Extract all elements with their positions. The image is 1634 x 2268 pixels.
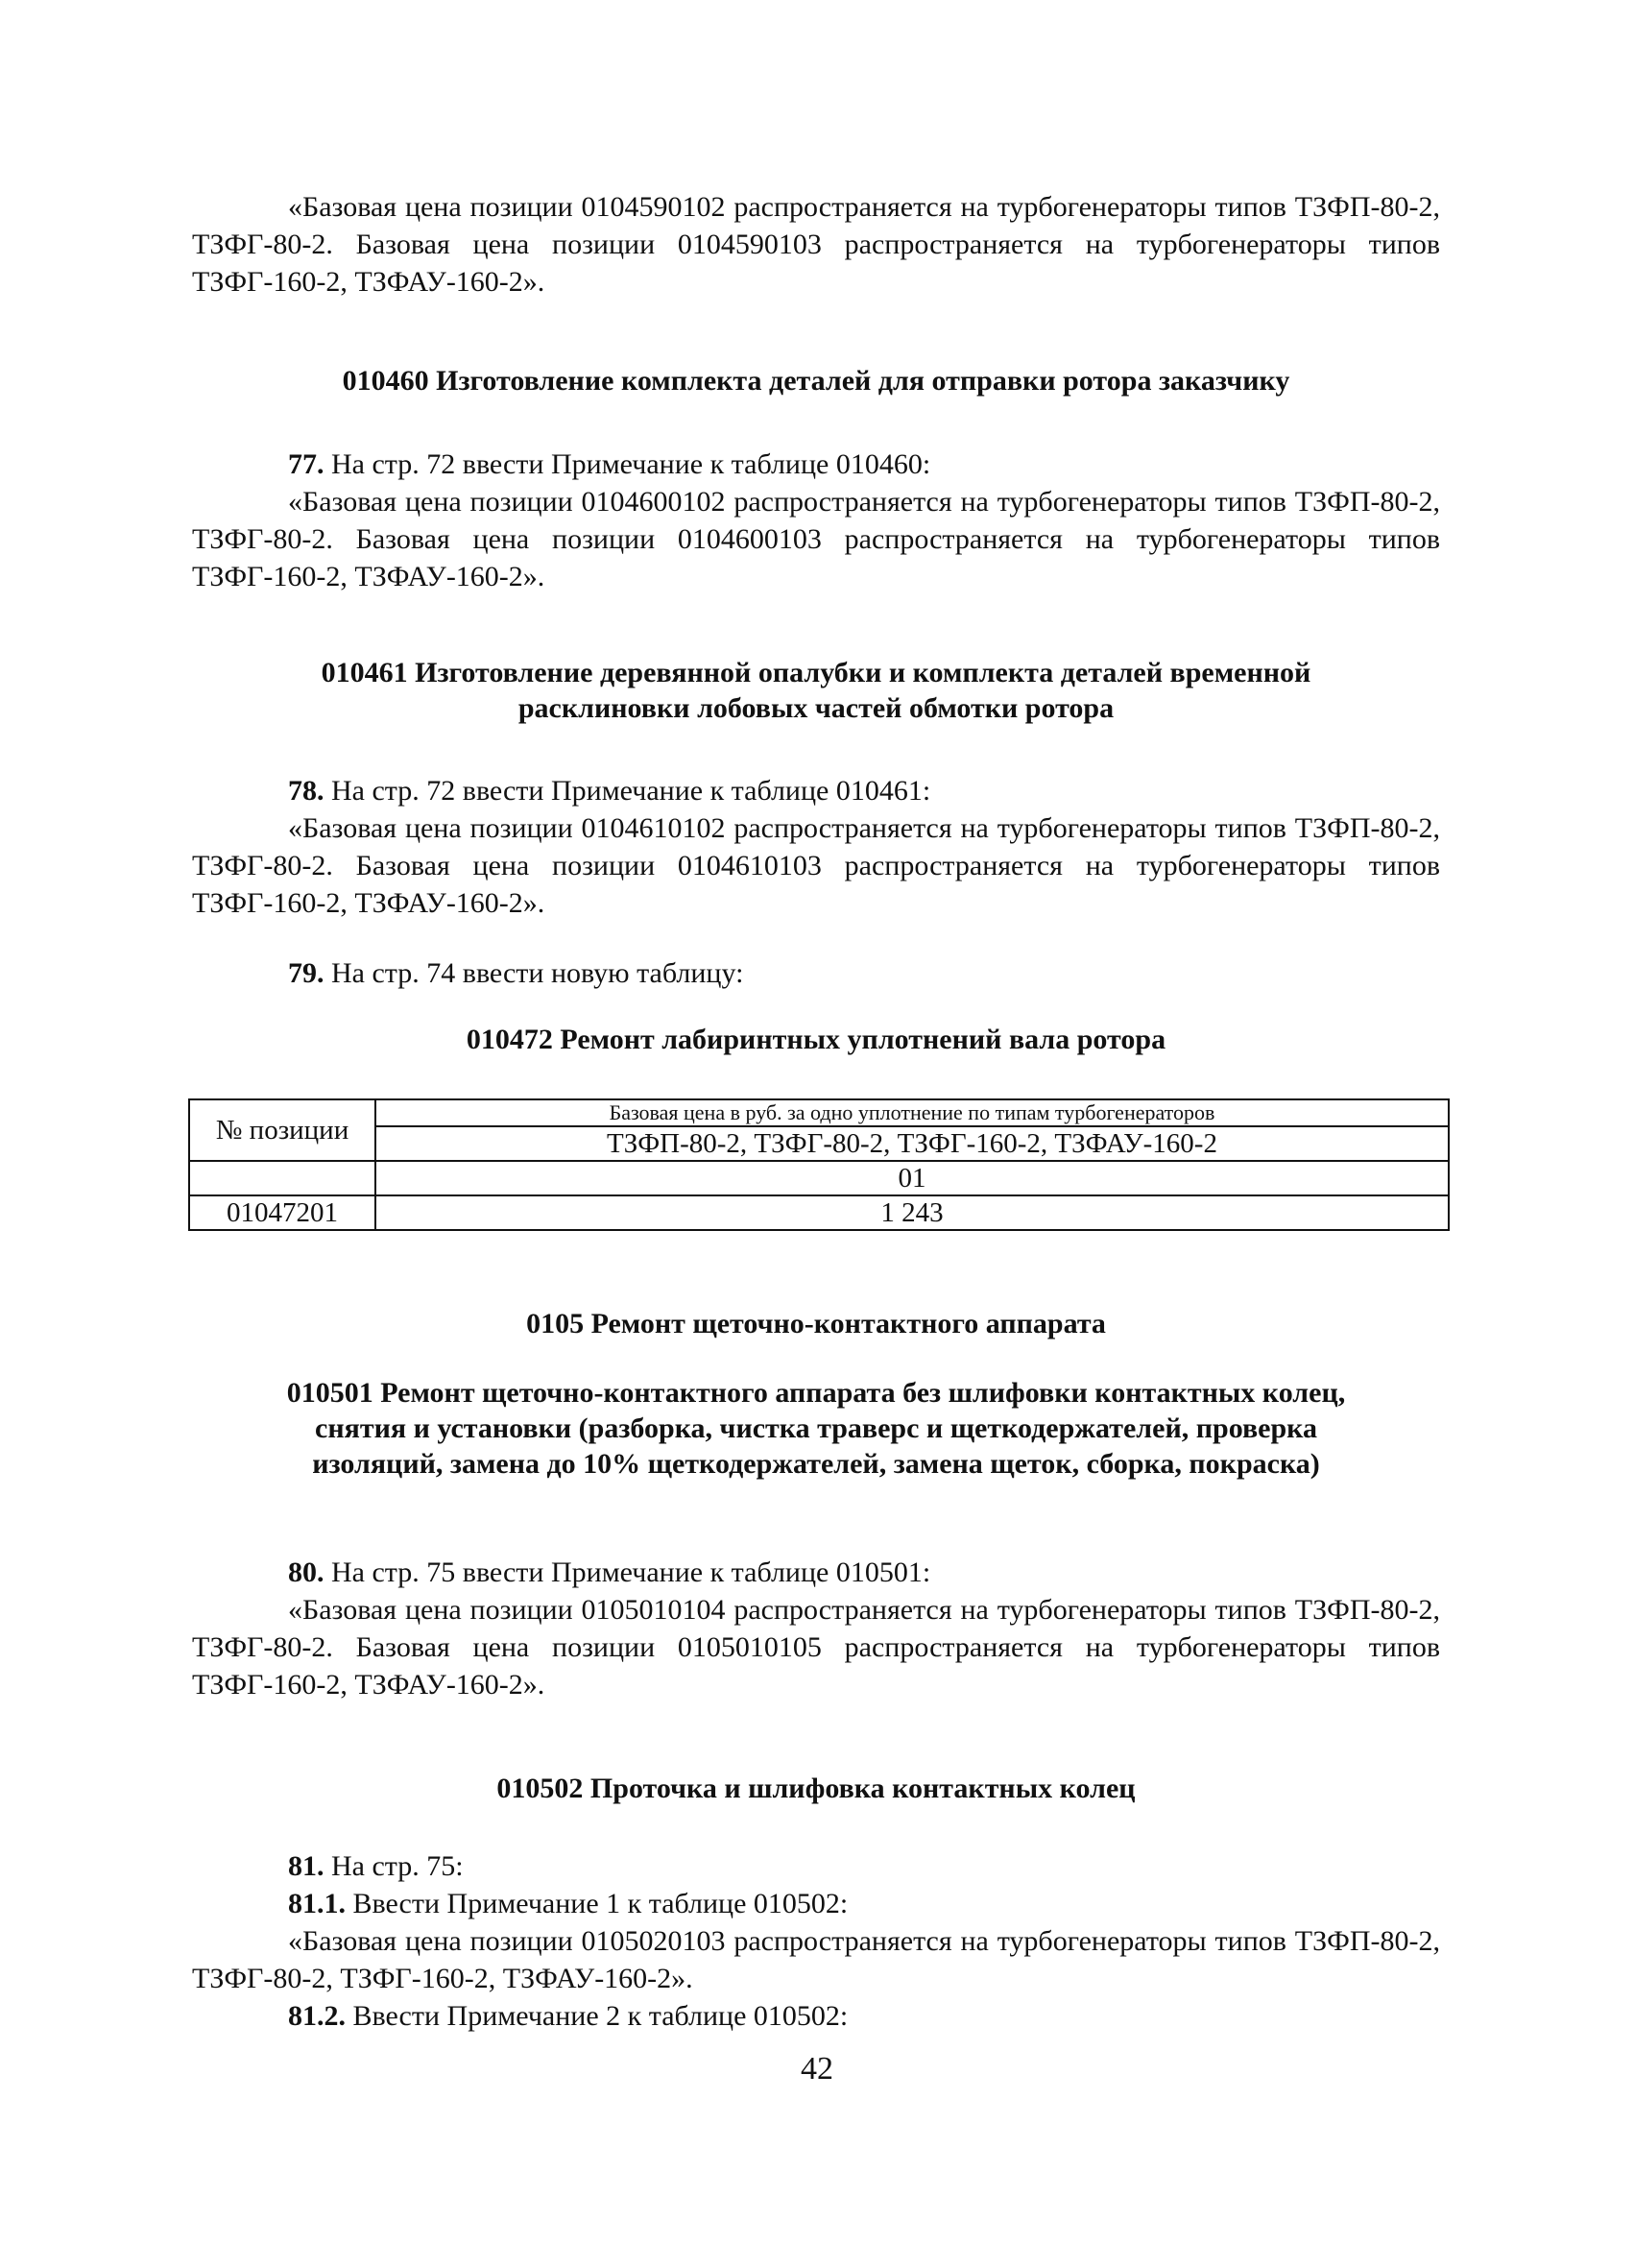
item-77 bbox=[192, 446, 1440, 595]
empty-code-cell bbox=[189, 1161, 375, 1195]
table-010472 bbox=[188, 1098, 1450, 1231]
heading-010501-line2: снятия и установки (разборка, чистка траверс и щеткодержателей, проверка bbox=[315, 1412, 1317, 1444]
price-header: Базовая цена в руб. за одно уплотнение по типам турбогенераторов bbox=[375, 1099, 1449, 1126]
item-77-text: «Базовая цена позиции 0104600102 распространяется на турбогенераторы типов ТЗФП-80-2, ТЗФГ-80-2. Базовая цена позиции 0104600103 распространяется на турбогенераторы типов ТЗФГ-160-2, ТЗФАУ-160-2». bbox=[192, 486, 1440, 592]
item-81-2 bbox=[192, 1997, 1440, 2035]
item-78-text: «Базовая цена позиции 0104610102 распространяется на турбогенераторы типов ТЗФП-80-2, ТЗФГ-80-2. Базовая цена позиции 0104610103 распространяется на турбогенераторы типов ТЗФГ-160-2, ТЗФАУ-160-2». bbox=[192, 812, 1440, 919]
item-81-1-text: Ввести Примечание 1 к таблице 010502: bbox=[346, 1888, 849, 1919]
table-row-position: 01047201 bbox=[189, 1195, 375, 1230]
generator-types-header: ТЗФП-80-2, ТЗФГ-80-2, ТЗФГ-160-2, ТЗФАУ-160-2 bbox=[375, 1126, 1449, 1161]
item-81-1 bbox=[192, 1885, 1440, 1922]
item-79-intro bbox=[192, 954, 1440, 992]
heading-010501-line3: изоляций, замена до 10% щеткодержателей, замена щеток, сборка, покраска) bbox=[312, 1448, 1320, 1480]
item-78-intro bbox=[192, 772, 1440, 809]
section-heading-010460 bbox=[192, 363, 1440, 398]
item-80-intro bbox=[192, 1554, 1440, 1591]
heading-010501-line1: 010501 Ремонт щеточно-контактного аппарата без шлифовки контактных колец, bbox=[286, 1377, 1346, 1409]
section-heading-0105 bbox=[192, 1306, 1440, 1341]
item-79-number: 79. bbox=[288, 957, 324, 989]
item-81-1-number: 81.1. bbox=[288, 1888, 346, 1919]
item-81-2-number: 81.2. bbox=[288, 2000, 346, 2032]
item-81-number: 81. bbox=[288, 1850, 324, 1882]
heading-0105: 0105 Ремонт щеточно-контактного аппарата bbox=[526, 1308, 1106, 1339]
item-77-intro-text: На стр. 72 ввести Примечание к таблице 010460: bbox=[324, 448, 931, 480]
section-heading-010461 bbox=[192, 655, 1440, 726]
item-77-intro bbox=[192, 446, 1440, 483]
section-heading-010501 bbox=[192, 1375, 1440, 1482]
item-81-2-text: Ввести Примечание 2 к таблице 010502: bbox=[346, 2000, 849, 2032]
item-78-intro-text: На стр. 72 ввести Примечание к таблице 010461: bbox=[324, 775, 931, 807]
item-81-1-quote: «Базовая цена позиции 0105020103 распространяется на турбогенераторы типов ТЗФП-80-2, ТЗФГ-80-2, ТЗФГ-160-2, ТЗФАУ-160-2». bbox=[192, 1925, 1440, 1994]
note-010459-text: «Базовая цена позиции 0104590102 распространяется на турбогенераторы типов ТЗФП-80-2, ТЗФГ-80-2. Базовая цена позиции 0104590103 распространяется на турбогенераторы типов ТЗФГ-160-2, ТЗФАУ-160-2». bbox=[192, 191, 1440, 298]
page-number: 42 bbox=[801, 2051, 833, 2087]
item-81-intro bbox=[192, 1847, 1440, 1885]
item-81 bbox=[192, 1847, 1440, 2035]
section-heading-010472 bbox=[192, 1022, 1440, 1057]
item-78-number: 78. bbox=[288, 775, 324, 807]
item-79 bbox=[192, 954, 1440, 992]
item-78 bbox=[192, 772, 1440, 922]
item-77-number: 77. bbox=[288, 448, 324, 480]
table-row-value: 1 243 bbox=[375, 1195, 1449, 1230]
item-80 bbox=[192, 1554, 1440, 1703]
heading-010461-line2: расклиновки лобовых частей обмотки ротора bbox=[517, 692, 1115, 724]
column-code: 01 bbox=[375, 1161, 1449, 1195]
heading-010502: 010502 Проточка и шлифовка контактных колец bbox=[496, 1773, 1136, 1804]
item-80-number: 80. bbox=[288, 1556, 324, 1588]
item-79-intro-text: На стр. 74 ввести новую таблицу: bbox=[324, 957, 744, 989]
heading-010460: 010460 Изготовление комплекта деталей для отправки ротора заказчику bbox=[342, 365, 1290, 397]
heading-010461-line1: 010461 Изготовление деревянной опалубки и комплекта деталей временной bbox=[321, 657, 1311, 688]
item-81-intro-text: На стр. 75: bbox=[324, 1850, 464, 1882]
section-heading-010502 bbox=[192, 1771, 1440, 1806]
item-80-intro-text: На стр. 75 ввести Примечание к таблице 010501: bbox=[324, 1556, 931, 1588]
item-80-text: «Базовая цена позиции 0105010104 распространяется на турбогенераторы типов ТЗФП-80-2, ТЗФГ-80-2. Базовая цена позиции 0105010105 распространяется на турбогенераторы типов ТЗФГ-160-2, ТЗФАУ-160-2». bbox=[192, 1594, 1440, 1701]
heading-010472: 010472 Ремонт лабиринтных уплотнений вала ротора bbox=[466, 1024, 1166, 1055]
position-column-header: № позиции bbox=[189, 1099, 375, 1161]
note-010459 bbox=[192, 188, 1440, 301]
